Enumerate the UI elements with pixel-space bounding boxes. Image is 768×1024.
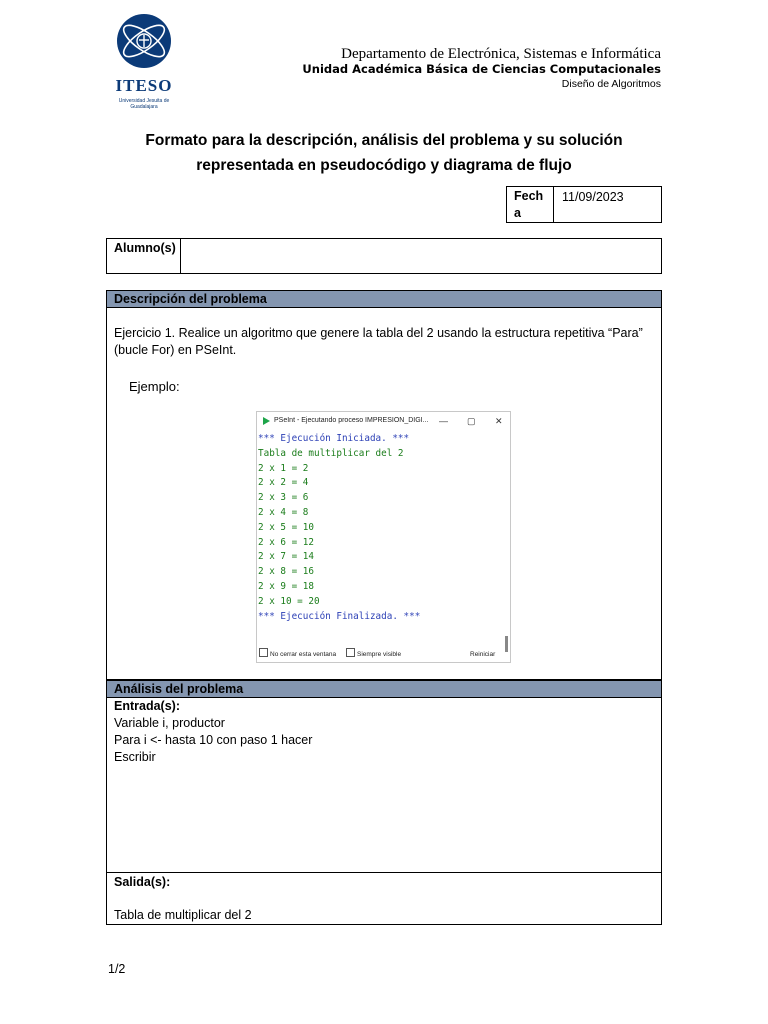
iteso-logo — [108, 12, 180, 112]
keep-open-label: No cerrar esta ventana — [270, 651, 337, 658]
department-name: Departamento de Electrónica, Sistemas e Informática — [341, 46, 661, 62]
document-title — [108, 128, 660, 178]
console-line: 2 x 1 = 2 — [258, 462, 309, 474]
minimize-icon[interactable]: — — [439, 416, 448, 426]
outputs-label: Salida(s): — [114, 875, 171, 889]
console-line: *** Ejecución Iniciada. *** — [258, 433, 410, 444]
pseint-play-icon — [263, 417, 270, 425]
department-header — [302, 46, 661, 92]
window-footer — [257, 648, 510, 662]
student-table — [106, 238, 662, 274]
inputs-line: Escribir — [114, 750, 156, 764]
restart-button[interactable]: Reiniciar — [470, 651, 496, 658]
course-name: Diseño de Algoritmos — [561, 78, 661, 90]
console-output — [258, 432, 505, 624]
console-line: 2 x 9 = 18 — [258, 580, 314, 592]
student-label: Alumno(s) — [114, 241, 176, 255]
outputs-cell — [106, 872, 662, 925]
close-icon[interactable]: ✕ — [495, 416, 503, 426]
inputs-line: Variable i, productor — [114, 716, 225, 730]
page-number: 1/2 — [108, 962, 126, 976]
inputs-label: Entrada(s): — [114, 699, 180, 713]
console-line: 2 x 5 = 10 — [258, 521, 314, 533]
student-divider — [180, 239, 181, 273]
console-line: 2 x 10 = 20 — [258, 595, 320, 607]
always-visible-checkbox[interactable] — [346, 648, 401, 662]
maximize-icon[interactable]: ▢ — [467, 416, 476, 426]
outputs-text: Tabla de multiplicar del 2 — [114, 908, 252, 922]
example-label: Ejemplo: — [129, 379, 180, 394]
console-line: 2 x 7 = 14 — [258, 551, 314, 563]
console-line: *** Ejecución Finalizada. *** — [258, 610, 421, 622]
title-line-1: Formato para la descripción, análisis del problema y su solución — [145, 132, 623, 149]
description-heading: Descripción del problema — [106, 290, 662, 308]
date-table — [506, 186, 662, 223]
inputs-cell — [106, 697, 662, 873]
date-divider — [553, 187, 554, 222]
checkbox-icon[interactable] — [346, 648, 355, 657]
console-line: 2 x 8 = 16 — [258, 566, 314, 578]
inputs-line: Para i <- hasta 10 con paso 1 hacer — [114, 733, 313, 747]
date-value[interactable]: 11/09/2023 — [562, 190, 624, 204]
console-line: 2 x 6 = 12 — [258, 536, 314, 548]
unit-name: Unidad Académica Básica de Ciencias Computacionales — [302, 62, 661, 76]
console-line: 2 x 4 = 8 — [258, 506, 309, 518]
console-line: Tabla de multiplicar del 2 — [258, 447, 404, 459]
title-line-2: representada en pseudocódigo y diagrama de flujo — [196, 157, 572, 174]
pseint-window — [256, 411, 511, 663]
date-label: Fecha — [514, 189, 544, 220]
inputs-lines — [114, 715, 312, 766]
window-titlebar — [257, 412, 510, 430]
description-text: Ejercicio 1. Realice un algoritmo que genere la tabla del 2 usando la estructura repetitiva “Para” (bucle For) en PSeInt. — [114, 326, 643, 357]
iteso-emblem-icon — [108, 12, 180, 72]
keep-open-checkbox[interactable] — [259, 648, 336, 662]
analysis-heading: Análisis del problema — [106, 680, 662, 698]
checkbox-icon[interactable] — [259, 648, 268, 657]
window-title: PSeInt - Ejecutando proceso IMPRESION_DIGI... — [274, 417, 429, 424]
console-line: 2 x 3 = 6 — [258, 492, 309, 504]
always-visible-label: Siempre visible — [357, 651, 402, 658]
logo-subtitle: Universidad Jesuita de Guadalajara — [118, 98, 170, 110]
console-line: 2 x 2 = 4 — [258, 477, 309, 489]
logo-wordmark: ITESO — [115, 76, 173, 95]
